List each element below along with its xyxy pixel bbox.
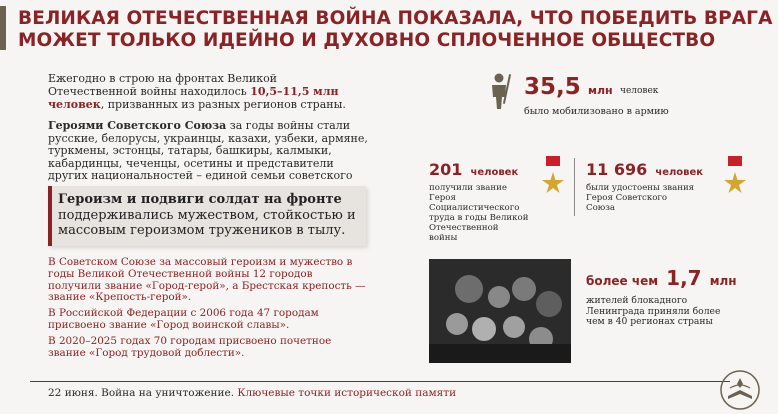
labor-desc: получили звание Героя Социалистического труда в годы Великой Отечественной войны — [429, 183, 529, 243]
heroes-nationalities-paragraph — [48, 120, 368, 195]
title-line-1: ВЕЛИКАЯ ОТЕЧЕСТВЕННАЯ ВОЙНА ПОКАЗАЛА, ЧТО ПОБЕДИТЬ ВРАГА — [18, 8, 773, 29]
p1-text-b: , призванных из разных регионов страны. — [100, 98, 346, 111]
front-strength-paragraph — [48, 72, 368, 111]
footer-subtitle: Ключевые точки исторической памяти — [237, 387, 457, 399]
leningrad-desc: жителей блокадного Ленинграда приняли более чем в 40 регионах страны — [586, 295, 721, 327]
labor-heroes-stat — [429, 160, 518, 179]
p1-text-a: Ежегодно в строю на фронтах Великой Отечественной войны находилось — [48, 72, 278, 98]
soldier-icon — [487, 72, 513, 110]
honorary-cities-block — [48, 257, 366, 363]
title-accent-bar — [0, 6, 6, 50]
hero-unit: человек — [655, 167, 704, 178]
mobilized-unit-people: человек — [620, 86, 659, 96]
hero-number: 11 696 — [586, 160, 648, 179]
labor-valor-paragraph: В 2020–2025 годах 70 городам присвоено почетное звание «Город трудовой доблести». — [48, 334, 332, 359]
page-title — [18, 8, 773, 52]
leningrad-prefix: более чем — [586, 274, 659, 288]
quote-text — [58, 192, 363, 239]
hero-desc: были удостоены звания Героя Советского Союза — [586, 183, 695, 213]
p1-highlight: 10,5–11,5 млн человек — [48, 85, 339, 111]
hero-of-labor-medal-icon — [540, 156, 566, 204]
mobilized-unit: млн — [588, 84, 613, 97]
quote-box — [48, 186, 366, 246]
blockade-children-photo — [429, 259, 571, 363]
hero-soviet-union-medal-icon — [722, 156, 748, 204]
p2-text: за годы войны стали русские, белорусы, украинцы, казахи, узбеки, армяне, туркмены, эстонцы, татары, башкиры, калмыки, кабардинцы, чеченцы, осетины и представители других национальностей – единой семьи советского — [48, 119, 368, 182]
leningrad-number: 1,7 — [666, 266, 702, 290]
quote-bold: Героизм и подвиги солдат на фронте — [58, 192, 342, 207]
labor-number: 201 — [429, 160, 463, 179]
footer-divider — [30, 381, 730, 382]
quote-rest: поддерживались мужеством, стойкостью и массовым героизмом тружеников в тылу. — [58, 207, 356, 238]
hero-cities-paragraph: В Советском Союзе за массовый героизм и мужество в годы Великой Отечественной войны 12 городов получили звание «Город-герой», а Брестская крепость — звание «Крепость-герой». — [48, 256, 366, 304]
stats-divider — [574, 158, 575, 216]
p2-bold: Героями Советского Союза — [48, 119, 227, 132]
soviet-heroes-stat — [586, 160, 703, 179]
mobilized-desc: было мобилизовано в армию — [524, 106, 669, 117]
labor-unit: человек — [470, 167, 519, 178]
mobilized-number: 35,5 — [524, 74, 581, 100]
footer — [48, 387, 456, 399]
military-glory-paragraph: В Российской Федерации с 2006 года 47 городам присвоено звание «Город воинской славы». — [48, 307, 319, 331]
ministry-emblem-logo — [718, 368, 762, 412]
quote-accent-bar — [48, 186, 52, 246]
leningrad-stat — [586, 266, 737, 290]
leningrad-unit: млн — [709, 274, 737, 288]
title-line-2: МОЖЕТ ТОЛЬКО ИДЕЙНО И ДУХОВНО СПЛОЧЕННОЕ ОБЩЕСТВО — [18, 30, 716, 51]
footer-date: 22 июня. Война на уничтожение. — [48, 387, 235, 399]
